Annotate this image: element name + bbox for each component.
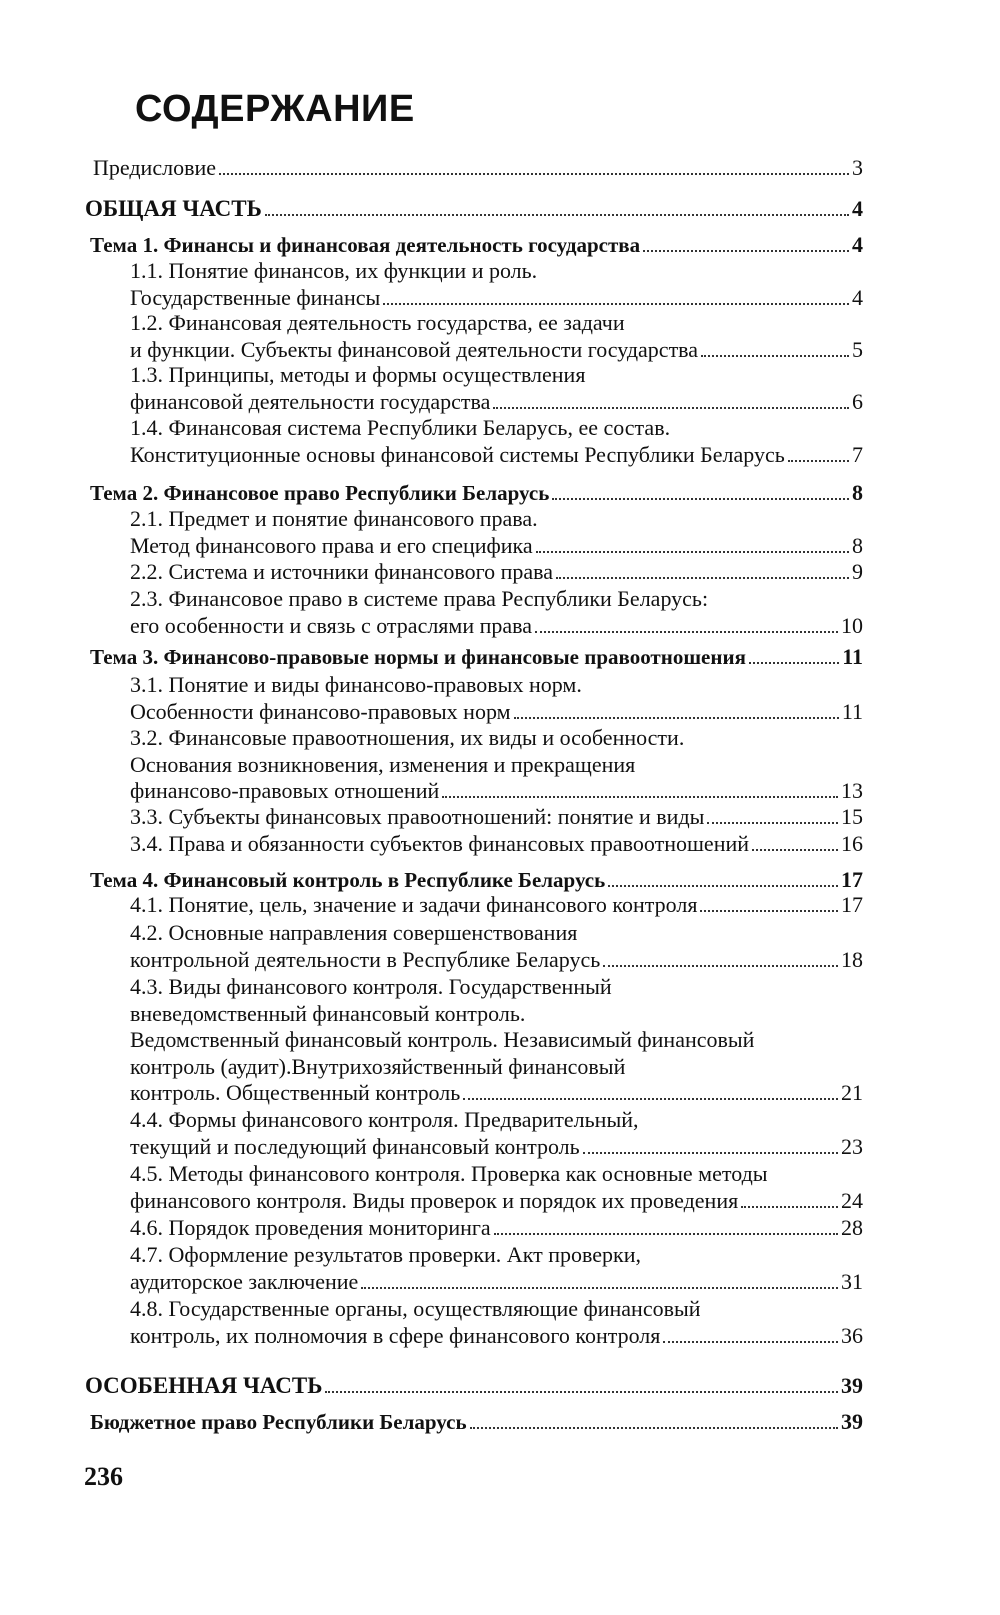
toc-entry-text: 3.4. Права и обязанности субъектов финансовых правоотношений: [130, 831, 750, 856]
toc-entry-text: Основания возникновения, изменения и прекращения: [130, 751, 636, 777]
toc-entry-text: 1.3. Принципы, методы и формы осуществления: [130, 362, 586, 387]
toc-entry-text: аудиторское заключение: [130, 1268, 359, 1294]
dot-leader: [707, 805, 838, 824]
toc-page-number: 31: [841, 1268, 863, 1294]
toc-entry-text: 4.6. Порядок проведения мониторинга: [130, 1215, 491, 1240]
dot-leader: [265, 197, 849, 216]
toc-page-number: 11: [842, 644, 863, 669]
dot-leader: [470, 1410, 838, 1429]
toc-entry-text: контроль (аудит).Внутрихозяйственный финансовый: [130, 1053, 626, 1079]
toc-entry-text: Конституционные основы финансовой системы Республики Беларусь: [130, 441, 785, 467]
toc-page-number: 17: [841, 892, 863, 917]
dot-leader: [556, 560, 849, 579]
toc-entry-text: контроль. Общественный контроль: [130, 1080, 461, 1106]
toc-entry-text: контрольной деятельности в Республике Беларусь: [130, 946, 601, 972]
page-number: 236: [84, 1462, 123, 1491]
toc-page-number: 39: [841, 1409, 863, 1434]
toc-entry-text: его особенности и связь с отраслями права: [130, 612, 533, 638]
dot-leader: [361, 1270, 838, 1289]
toc-page-number: 3: [852, 155, 863, 180]
dot-leader: [536, 534, 849, 553]
toc-entry-text: 2.1. Предмет и понятие финансового права.: [130, 506, 538, 531]
toc-page-number: 23: [841, 1133, 863, 1159]
toc-entry-text: контроль, их полномочия в сфере финансового контроля: [130, 1322, 661, 1348]
toc-entry-text: Тема 3. Финансово-правовые нормы и финансовые правоотношения: [90, 645, 746, 669]
toc-page-number: 39: [841, 1373, 863, 1398]
dot-leader: [700, 893, 838, 912]
toc-entry-text: 4.5. Методы финансового контроля. Проверка как основные методы: [130, 1161, 768, 1186]
toc-entry-text: вневедомственный финансовый контроль.: [130, 1000, 526, 1026]
dot-leader: [608, 868, 838, 887]
toc-entry-text: Тема 1. Финансы и финансовая деятельность государства: [90, 233, 641, 257]
toc-entry-text: 4.1. Понятие, цель, значение и задачи финансового контроля: [130, 892, 698, 917]
dot-leader: [552, 481, 849, 500]
toc-entry-text: 3.3. Субъекты финансовых правоотношений: понятие и виды: [130, 804, 705, 829]
toc-page-number: 4: [852, 232, 863, 257]
toc-entry-text: 4.4. Формы финансового контроля. Предварительный,: [130, 1107, 639, 1132]
toc-entry-text: 1.1. Понятие финансов, их функции и роль.: [130, 258, 538, 283]
toc-page-number: 21: [841, 1080, 863, 1106]
toc-entry-text: Тема 2. Финансовое право Республики Беларусь: [90, 481, 550, 505]
page-title: СОДЕРЖАНИЕ: [135, 88, 415, 130]
dot-leader: [325, 1374, 838, 1393]
dot-leader: [701, 338, 849, 357]
dot-leader: [663, 1324, 838, 1343]
toc-page-number: 28: [841, 1215, 863, 1240]
toc-page-number: 8: [852, 480, 863, 505]
toc-entry-text: финансовой деятельности государства: [130, 388, 491, 414]
toc-page-number: 4: [852, 284, 863, 310]
dot-leader: [752, 832, 838, 851]
toc-entry-text: 3.1. Понятие и виды финансово-правовых норм.: [130, 672, 582, 697]
toc-entry-text: финансового контроля. Виды проверок и порядок их проведения: [130, 1187, 739, 1213]
dot-leader: [741, 1189, 838, 1208]
toc-entry-text: 4.3. Виды финансового контроля. Государственный: [130, 974, 612, 999]
dot-leader: [643, 233, 849, 252]
toc-entry-text: 1.2. Финансовая деятельность государства, ее задачи: [130, 310, 625, 335]
toc-entry-text: ОСОБЕННАЯ ЧАСТЬ: [85, 1373, 323, 1398]
toc-page-number: 6: [852, 388, 863, 414]
toc-entry-text: 4.2. Основные направления совершенствования: [130, 920, 578, 945]
toc-entry-text: текущий и последующий финансовый контроль: [130, 1133, 580, 1159]
dot-leader: [749, 645, 839, 664]
toc-entry-text: Метод финансового права и его специфика: [130, 532, 533, 558]
toc-entry-text: и функции. Субъекты финансовой деятельности государства: [130, 336, 699, 362]
dot-leader: [383, 286, 849, 305]
toc-page-number: 11: [841, 698, 863, 724]
dot-leader: [219, 156, 849, 175]
toc-page-number: 17: [841, 867, 863, 892]
toc-page-number: 5: [852, 336, 863, 362]
toc-page-number: 16: [841, 831, 863, 856]
toc-page-number: 8: [852, 532, 863, 558]
dot-leader: [535, 614, 838, 633]
dot-leader: [583, 1135, 838, 1154]
toc-page-number: 4: [852, 196, 863, 221]
toc-page-number: 9: [852, 559, 863, 584]
toc-page-number: 36: [841, 1322, 863, 1348]
dot-leader: [514, 700, 839, 719]
dot-leader: [788, 443, 849, 462]
toc-entry-text: Бюджетное право Республики Беларусь: [90, 1410, 467, 1434]
toc-page-number: 18: [841, 946, 863, 972]
toc-entry-text: 1.4. Финансовая система Республики Беларусь, ее состав.: [130, 415, 671, 440]
toc-entry-text: 4.8. Государственные органы, осуществляющие финансовый: [130, 1296, 701, 1321]
toc-page-number: 7: [852, 441, 863, 467]
toc-page-number: 15: [841, 804, 863, 829]
dot-leader: [603, 948, 838, 967]
toc-page-number: 13: [841, 778, 863, 804]
toc-entry-text: 2.2. Система и источники финансового права: [130, 559, 553, 584]
toc-entry-text: Предисловие: [93, 155, 216, 180]
toc-entry-text: ОБЩАЯ ЧАСТЬ: [85, 196, 262, 221]
toc-page-number: 10: [841, 612, 863, 638]
toc-page-number: 24: [841, 1187, 863, 1213]
toc-entry-text: финансово-правовых отношений: [130, 778, 440, 804]
dot-leader: [493, 390, 849, 409]
toc-entry-text: Тема 4. Финансовый контроль в Республике Беларусь: [90, 868, 606, 892]
dot-leader: [463, 1081, 838, 1100]
toc-entry-text: Ведомственный финансовый контроль. Независимый финансовый: [130, 1027, 755, 1053]
dot-leader: [494, 1216, 838, 1235]
toc-entry-text: Государственные финансы: [130, 284, 381, 310]
dot-leader: [442, 779, 838, 798]
toc-entry-text: 4.7. Оформление результатов проверки. Акт проверки,: [130, 1242, 641, 1267]
toc-entry-text: Особенности финансово-правовых норм: [130, 698, 511, 724]
toc-entry-text: 3.2. Финансовые правоотношения, их виды и особенности.: [130, 725, 685, 750]
toc-entry-text: 2.3. Финансовое право в системе права Республики Беларусь:: [130, 586, 709, 611]
